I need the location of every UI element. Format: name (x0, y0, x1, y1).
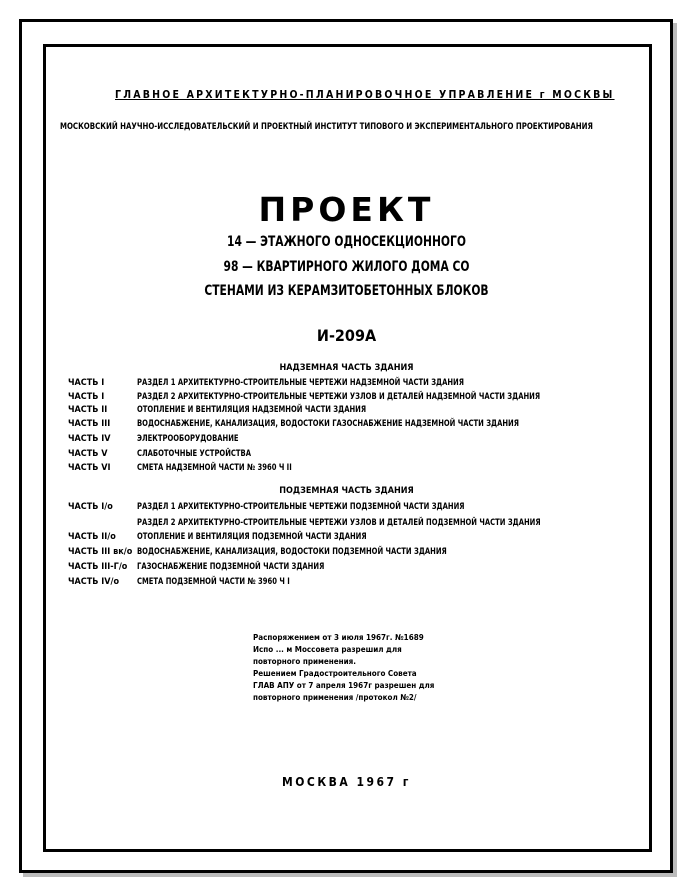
part-label: ЧАСТЬ IV/о (68, 577, 120, 587)
part-label: ЧАСТЬ I (68, 392, 105, 402)
part-description: СМЕТА ПОДЗЕМНОЙ ЧАСТИ № 3960 Ч I (137, 577, 290, 587)
city-year: МОСКВА 1967 г (282, 775, 411, 789)
part-label: ЧАСТЬ IV (68, 434, 111, 444)
part-description: РАЗДЕЛ 1 АРХИТЕКТУРНО-СТРОИТЕЛЬНЫЕ ЧЕРТЕЖИ НАДЗЕМНОЙ ЧАСТИ ЗДАНИЯ (137, 378, 464, 388)
subtitle-line: 14 — ЭТАЖНОГО ОДНОСЕКЦИОННОГО (227, 234, 466, 250)
part-description: ВОДОСНАБЖЕНИЕ, КАНАЛИЗАЦИЯ, ВОДОСТОКИ ГАЗОСНАБЖЕНИЕ НАДЗЕМНОЙ ЧАСТИ ЗДАНИЯ (137, 419, 519, 429)
part-label: ЧАСТЬ III вк/о (68, 547, 133, 557)
part-description: РАЗДЕЛ 2 АРХИТЕКТУРНО-СТРОИТЕЛЬНЫЕ ЧЕРТЕЖИ УЗЛОВ И ДЕТАЛЕЙ НАДЗЕМНОЙ ЧАСТИ ЗДАНИЯ (137, 392, 541, 402)
part-label: ЧАСТЬ III (68, 419, 111, 429)
part-description: ОТОПЛЕНИЕ И ВЕНТИЛЯЦИЯ НАДЗЕМНОЙ ЧАСТИ ЗДАНИЯ (137, 405, 367, 415)
above-ground-heading: НАДЗЕМНАЯ ЧАСТЬ ЗДАНИЯ (279, 363, 414, 373)
part-description: ОТОПЛЕНИЕ И ВЕНТИЛЯЦИЯ ПОДЗЕМНОЙ ЧАСТИ ЗДАНИЯ (137, 532, 367, 542)
part-label: ЧАСТЬ VI (68, 463, 111, 473)
institute-header: МОСКОВСКИЙ НАУЧНО-ИССЛЕДОВАТЕЛЬСКИЙ И ПРОЕКТНЫЙ ИНСТИТУТ ТИПОВОГО И ЭКСПЕРИМЕНТАЛЬНОГО ПРОЕКТИРОВАНИЯ (60, 121, 593, 131)
part-description: СЛАБОТОЧНЫЕ УСТРОЙСТВА (137, 449, 251, 459)
stamp-line: повторного применения. (253, 657, 357, 666)
stamp-line: Испо ... м Моссовета разрешил для (253, 645, 402, 654)
stamp-line: Решением Градостроительного Совета (253, 669, 417, 678)
stamp-line: Распоряжением от 3 июля 1967г. №1689 (253, 633, 424, 642)
below-ground-heading: ПОДЗЕМНАЯ ЧАСТЬ ЗДАНИЯ (279, 486, 414, 496)
inner-frame (43, 44, 652, 852)
part-label: ЧАСТЬ V (68, 449, 108, 459)
part-label: ЧАСТЬ I/о (68, 502, 113, 512)
project-code: И-209А (316, 326, 377, 345)
part-description: ВОДОСНАБЖЕНИЕ, КАНАЛИЗАЦИЯ, ВОДОСТОКИ ПОДЗЕМНОЙ ЧАСТИ ЗДАНИЯ (137, 547, 447, 557)
document-title: ПРОЕКТ (258, 190, 435, 229)
part-label: ЧАСТЬ II (68, 405, 108, 415)
part-description: РАЗДЕЛ 1 АРХИТЕКТУРНО-СТРОИТЕЛЬНЫЕ ЧЕРТЕЖИ ПОДЗЕМНОЙ ЧАСТИ ЗДАНИЯ (137, 502, 465, 512)
part-description: ЭЛЕКТРООБОРУДОВАНИЕ (137, 434, 239, 444)
ministry-header: ГЛАВНОЕ АРХИТЕКТУРНО-ПЛАНИРОВОЧНОЕ УПРАВЛЕНИЕ г МОСКВЫ (115, 89, 615, 101)
part-description: РАЗДЕЛ 2 АРХИТЕКТУРНО-СТРОИТЕЛЬНЫЕ ЧЕРТЕЖИ УЗЛОВ И ДЕТАЛЕЙ ПОДЗЕМНОЙ ЧАСТИ ЗДАНИЯ (137, 518, 541, 528)
part-label: ЧАСТЬ I (68, 378, 105, 388)
subtitle-line: 98 — КВАРТИРНОГО ЖИЛОГО ДОМА СО (223, 259, 470, 275)
part-label: ЧАСТЬ II/о (68, 532, 116, 542)
part-label: ЧАСТЬ III-Г/о (68, 562, 128, 572)
stamp-line: повторного применения /протокол №2/ (253, 693, 417, 702)
part-description: ГАЗОСНАБЖЕНИЕ ПОДЗЕМНОЙ ЧАСТИ ЗДАНИЯ (137, 562, 325, 572)
part-description: СМЕТА НАДЗЕМНОЙ ЧАСТИ № 3960 Ч II (137, 463, 292, 473)
stamp-line: ГЛАВ АПУ от 7 апреля 1967г разрешен для (253, 681, 435, 690)
subtitle-line: СТЕНАМИ ИЗ КЕРАМЗИТОБЕТОННЫХ БЛОКОВ (204, 283, 489, 299)
approval-stamp (253, 632, 434, 704)
